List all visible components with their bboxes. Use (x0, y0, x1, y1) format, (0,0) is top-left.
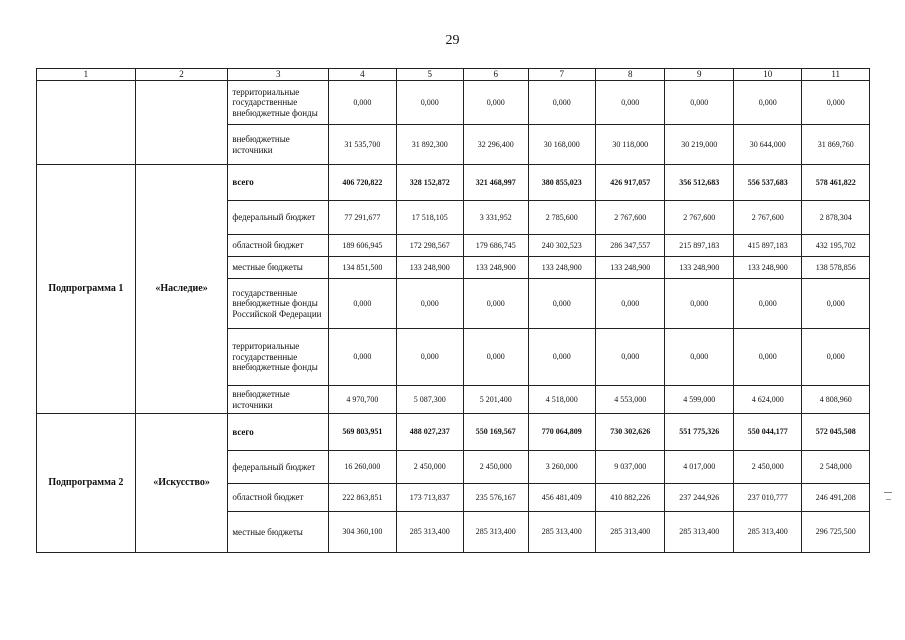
value-cell: 4 970,700 (329, 386, 396, 414)
value-cell: 296 725,500 (802, 512, 870, 553)
value-cell: 285 313,400 (464, 512, 528, 553)
funding-source: областной бюджет (228, 235, 329, 257)
column-number: 4 (329, 69, 396, 81)
value-cell: 0,000 (802, 329, 870, 386)
empty-cell (135, 81, 228, 165)
value-cell: 0,000 (733, 81, 801, 125)
value-cell: 32 296,400 (464, 125, 528, 165)
funding-source: областной бюджет (228, 484, 329, 512)
value-cell: 0,000 (595, 81, 665, 125)
value-cell: 173 713,837 (396, 484, 463, 512)
value-cell: 2 450,000 (396, 451, 463, 484)
margin-mark (886, 499, 891, 500)
value-cell: 0,000 (802, 81, 870, 125)
value-cell: 2 767,600 (595, 201, 665, 235)
column-number: 7 (528, 69, 595, 81)
funding-source: всего (228, 165, 329, 201)
value-cell: 415 897,183 (733, 235, 801, 257)
value-cell: 406 720,822 (329, 165, 396, 201)
value-cell: 356 512,683 (665, 165, 733, 201)
value-cell: 328 152,872 (396, 165, 463, 201)
value-cell: 770 064,809 (528, 414, 595, 451)
funding-source: внебюджетные источники (228, 125, 329, 165)
value-cell: 246 491,208 (802, 484, 870, 512)
value-cell: 138 578,856 (802, 257, 870, 279)
value-cell: 189 606,945 (329, 235, 396, 257)
value-cell: 285 313,400 (665, 512, 733, 553)
value-cell: 285 313,400 (528, 512, 595, 553)
budget-table (36, 68, 870, 553)
value-cell: 5 201,400 (464, 386, 528, 414)
value-cell: 237 244,926 (665, 484, 733, 512)
value-cell: 30 168,000 (528, 125, 595, 165)
value-cell: 0,000 (802, 279, 870, 329)
value-cell: 3 260,000 (528, 451, 595, 484)
value-cell: 30 219,000 (665, 125, 733, 165)
subprogram-title: Подпрограмма 1 (37, 165, 136, 414)
value-cell: 572 045,508 (802, 414, 870, 451)
value-cell: 2 450,000 (464, 451, 528, 484)
value-cell: 730 302,626 (595, 414, 665, 451)
value-cell: 240 302,523 (528, 235, 595, 257)
value-cell: 9 037,000 (595, 451, 665, 484)
value-cell: 237 010,777 (733, 484, 801, 512)
value-cell: 133 248,900 (665, 257, 733, 279)
subprogram-title: Подпрограмма 2 (37, 414, 136, 553)
value-cell: 0,000 (733, 279, 801, 329)
value-cell: 0,000 (464, 279, 528, 329)
value-cell: 556 537,683 (733, 165, 801, 201)
value-cell: 2 785,600 (528, 201, 595, 235)
value-cell: 550 044,177 (733, 414, 801, 451)
value-cell: 456 481,409 (528, 484, 595, 512)
value-cell: 304 360,100 (329, 512, 396, 553)
value-cell: 0,000 (396, 279, 463, 329)
value-cell: 551 775,326 (665, 414, 733, 451)
margin-mark (884, 492, 892, 493)
value-cell: 578 461,822 (802, 165, 870, 201)
funding-source: местные бюджеты (228, 257, 329, 279)
value-cell: 285 313,400 (733, 512, 801, 553)
value-cell: 133 248,900 (528, 257, 595, 279)
value-cell: 4 553,000 (595, 386, 665, 414)
funding-source: территориальные государственные внебюджетные фонды (228, 329, 329, 386)
value-cell: 488 027,237 (396, 414, 463, 451)
value-cell: 0,000 (528, 329, 595, 386)
value-cell: 2 878,304 (802, 201, 870, 235)
column-number-row (37, 69, 870, 81)
value-cell: 0,000 (329, 329, 396, 386)
table-row (37, 165, 870, 201)
value-cell: 30 118,000 (595, 125, 665, 165)
value-cell: 0,000 (464, 329, 528, 386)
value-cell: 569 803,951 (329, 414, 396, 451)
value-cell: 426 917,057 (595, 165, 665, 201)
column-number: 3 (228, 69, 329, 81)
value-cell: 0,000 (464, 81, 528, 125)
table-row (37, 81, 870, 125)
funding-source: государственные внебюджетные фонды Российской Федерации (228, 279, 329, 329)
value-cell: 286 347,557 (595, 235, 665, 257)
value-cell: 0,000 (329, 279, 396, 329)
value-cell: 0,000 (528, 279, 595, 329)
value-cell: 0,000 (665, 81, 733, 125)
page-number: 29 (445, 33, 460, 48)
value-cell: 215 897,183 (665, 235, 733, 257)
column-number: 5 (396, 69, 463, 81)
value-cell: 3 331,952 (464, 201, 528, 235)
value-cell: 30 644,000 (733, 125, 801, 165)
value-cell: 31 869,760 (802, 125, 870, 165)
column-number: 9 (665, 69, 733, 81)
funding-source: федеральный бюджет (228, 201, 329, 235)
funding-source: всего (228, 414, 329, 451)
value-cell: 133 248,900 (733, 257, 801, 279)
column-number: 1 (37, 69, 136, 81)
value-cell: 285 313,400 (595, 512, 665, 553)
value-cell: 0,000 (396, 329, 463, 386)
value-cell: 0,000 (665, 329, 733, 386)
value-cell: 0,000 (595, 329, 665, 386)
value-cell: 16 260,000 (329, 451, 396, 484)
column-number: 6 (464, 69, 528, 81)
value-cell: 432 195,702 (802, 235, 870, 257)
value-cell: 133 248,900 (396, 257, 463, 279)
value-cell: 31 535,700 (329, 125, 396, 165)
empty-cell (37, 81, 136, 165)
table-row (37, 414, 870, 451)
value-cell: 380 855,023 (528, 165, 595, 201)
budget-table-body (37, 69, 870, 553)
column-number: 8 (595, 69, 665, 81)
value-cell: 4 017,000 (665, 451, 733, 484)
subprogram-name: «Наследие» (135, 165, 228, 414)
value-cell: 4 518,000 (528, 386, 595, 414)
column-number: 10 (733, 69, 801, 81)
value-cell: 0,000 (528, 81, 595, 125)
value-cell: 0,000 (396, 81, 463, 125)
funding-source: федеральный бюджет (228, 451, 329, 484)
value-cell: 410 882,226 (595, 484, 665, 512)
value-cell: 0,000 (595, 279, 665, 329)
value-cell: 0,000 (665, 279, 733, 329)
column-number: 11 (802, 69, 870, 81)
value-cell: 133 248,900 (464, 257, 528, 279)
value-cell: 172 298,567 (396, 235, 463, 257)
funding-source: территориальные государственные внебюджетные фонды (228, 81, 329, 125)
value-cell: 235 576,167 (464, 484, 528, 512)
funding-source: местные бюджеты (228, 512, 329, 553)
value-cell: 2 767,600 (733, 201, 801, 235)
value-cell: 2 450,000 (733, 451, 801, 484)
value-cell: 2 767,600 (665, 201, 733, 235)
subprogram-name: «Искусство» (135, 414, 228, 553)
value-cell: 222 863,851 (329, 484, 396, 512)
value-cell: 5 087,300 (396, 386, 463, 414)
value-cell: 0,000 (733, 329, 801, 386)
value-cell: 550 169,567 (464, 414, 528, 451)
value-cell: 321 468,997 (464, 165, 528, 201)
value-cell: 133 248,900 (595, 257, 665, 279)
value-cell: 4 624,000 (733, 386, 801, 414)
value-cell: 285 313,400 (396, 512, 463, 553)
value-cell: 31 892,300 (396, 125, 463, 165)
value-cell: 0,000 (329, 81, 396, 125)
value-cell: 17 518,105 (396, 201, 463, 235)
value-cell: 2 548,000 (802, 451, 870, 484)
value-cell: 4 808,960 (802, 386, 870, 414)
funding-source: внебюджетные источники (228, 386, 329, 414)
value-cell: 77 291,677 (329, 201, 396, 235)
column-number: 2 (135, 69, 228, 81)
value-cell: 4 599,000 (665, 386, 733, 414)
value-cell: 134 851,500 (329, 257, 396, 279)
value-cell: 179 686,745 (464, 235, 528, 257)
